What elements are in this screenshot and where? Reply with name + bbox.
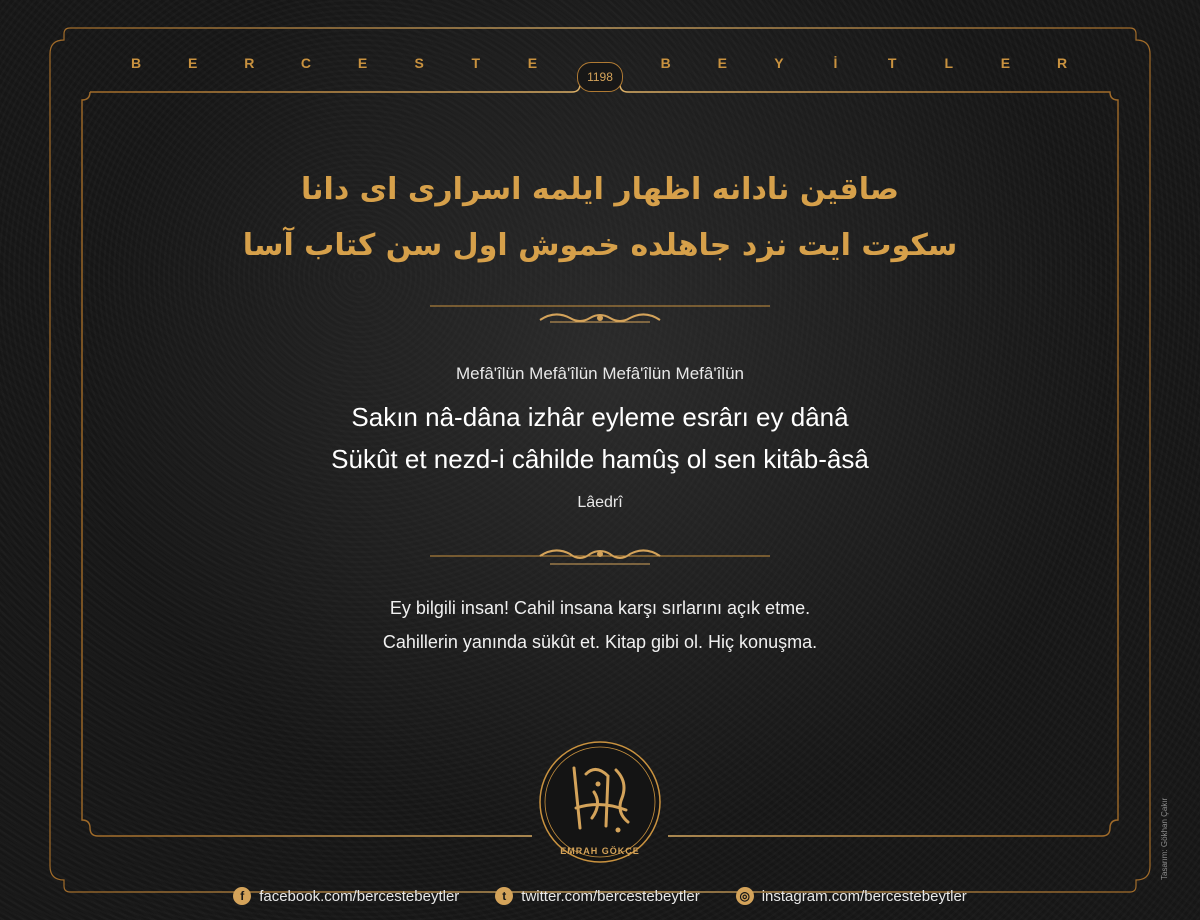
twitter-icon: t <box>495 887 513 905</box>
header-letter: R <box>1056 55 1068 71</box>
instagram-link[interactable] <box>736 887 967 905</box>
header-letter: T <box>471 55 481 71</box>
arabic-verse-line-1: صاقين نادانه اظهار ايلمه اسرارى اى دانا <box>301 172 899 207</box>
designer-credit: Tasarım: Gökhan Çakır <box>1160 797 1169 880</box>
instagram-icon: ◎ <box>736 887 754 905</box>
instagram-link-text: instagram.com/bercestebeytler <box>761 887 967 905</box>
aruz-meter: Mefâ'îlün Mefâ'îlün Mefâ'îlün Mefâ'îlün <box>456 364 744 383</box>
header-letter: T <box>887 55 897 71</box>
facebook-icon: f <box>233 887 251 905</box>
header-letter: Y <box>774 55 784 71</box>
header-letter: E <box>1000 55 1011 71</box>
header-letter: İ <box>833 55 838 71</box>
verse-number-badge: 1198 <box>577 62 623 92</box>
header-letter: B <box>130 55 142 71</box>
header-letter: E <box>527 55 538 71</box>
seal-name: EMRAH GÖKÇE <box>560 846 640 856</box>
header-letter: B <box>660 55 671 71</box>
twitter-link[interactable] <box>495 887 699 905</box>
meaning-line-1: Ey bilgili insan! Cahil insana karşı sırlarını açık etme. <box>389 598 811 618</box>
ornament-divider <box>430 302 770 332</box>
ornament-divider <box>430 542 770 572</box>
arabic-verse-line-2: سكوت ايت نزد جاهلده خموش اول سن كتاب آسا <box>242 228 958 263</box>
header-letter: L <box>944 55 954 71</box>
verse-line-1: Sakın nâ-dâna izhâr eyleme esrârı ey dânâ <box>351 402 849 432</box>
header-letter: S <box>414 55 424 71</box>
facebook-link[interactable] <box>233 887 459 905</box>
poet-name: Lâedrî <box>577 494 623 511</box>
verse-line-2: Sükût et nezd-i câhilde hamûş ol sen kitâb-âsâ <box>331 444 869 474</box>
social-links <box>0 884 1200 908</box>
meaning-line-2: Cahillerin yanında sükût et. Kitap gibi ol. Hiç konuşma. <box>382 632 818 652</box>
header-letter: E <box>357 55 368 71</box>
facebook-link-text: facebook.com/bercestebeytler <box>259 887 460 905</box>
twitter-link-text: twitter.com/bercestebeytler <box>521 887 700 905</box>
header-letter: C <box>300 55 311 71</box>
header-letter: R <box>244 55 255 71</box>
header-letter: E <box>717 55 727 71</box>
header-letter: E <box>187 55 198 71</box>
